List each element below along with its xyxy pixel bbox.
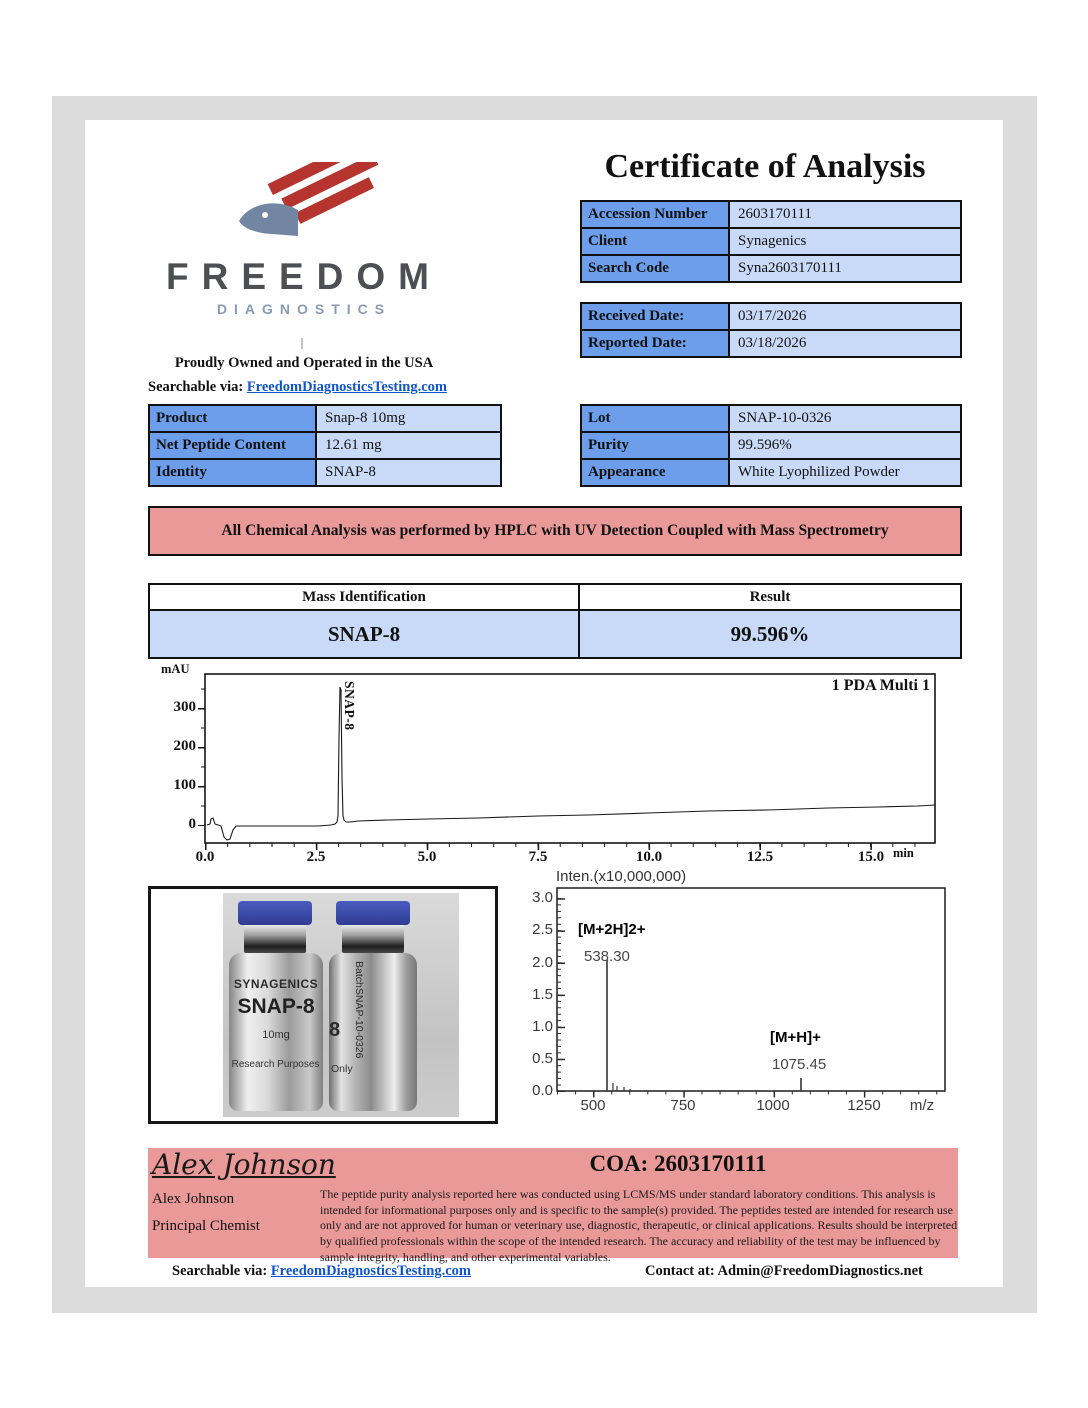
vial-seal xyxy=(244,925,306,953)
table-row xyxy=(150,406,500,431)
brand-name: FREEDOM xyxy=(166,256,442,297)
spectrum-x-axis-label: m/z xyxy=(909,1097,935,1114)
y-tick-label: 1.0 xyxy=(532,1018,553,1035)
signature-script: Alex Johnson xyxy=(152,1148,336,1181)
searchable-link-top[interactable]: FreedomDiagnosticsTesting.com xyxy=(246,379,447,395)
mass-id-value: SNAP-8 xyxy=(150,611,580,657)
searchable-line-top xyxy=(148,379,447,396)
y-tick-label: 100 xyxy=(173,777,196,793)
row-label: Product xyxy=(150,406,317,431)
x-tick-label: 10.0 xyxy=(635,849,663,865)
row-label: Reported Date: xyxy=(582,331,730,356)
x-tick-label: 1250 xyxy=(847,1097,881,1114)
x-tick-label: 2.5 xyxy=(306,849,326,865)
table-row xyxy=(150,431,500,458)
x-tick-label: 12.5 xyxy=(746,849,774,865)
row-value: Snap-8 10mg xyxy=(317,406,500,431)
signature-footer-block xyxy=(148,1148,958,1264)
x-tick-label: 5.0 xyxy=(417,849,437,865)
table-header-row xyxy=(150,585,960,611)
vial-brand-text: SYNAGENICS xyxy=(233,977,319,991)
mass-spectrum xyxy=(530,866,958,1144)
hplc-chromatogram xyxy=(148,658,958,865)
table-row xyxy=(150,458,500,485)
table-row xyxy=(582,431,960,458)
signer-role: Principal Chemist xyxy=(152,1218,260,1234)
x-tick-label: 15.0 xyxy=(857,849,885,865)
accession-table xyxy=(580,200,962,283)
table-row xyxy=(582,202,960,227)
result-value: 99.596% xyxy=(730,622,810,646)
row-label: Lot xyxy=(582,406,730,431)
searchable-label: Searchable via: xyxy=(172,1263,268,1279)
row-label: Appearance xyxy=(582,460,730,485)
method-banner: All Chemical Analysis was performed by HPLC with UV Detection Coupled with Mass Spectrometry xyxy=(148,506,962,556)
row-label: Client xyxy=(582,229,730,254)
table-row xyxy=(582,329,960,356)
vial-cap xyxy=(336,901,410,925)
peak-annotation-label: [M+H]+ xyxy=(770,1029,821,1046)
row-label: Search Code xyxy=(582,256,730,281)
vial-label-back xyxy=(329,953,417,1111)
vial-product-text: SNAP-8 xyxy=(237,995,315,1018)
vial-note-text: Research Purposes xyxy=(231,1059,320,1070)
row-label: Purity xyxy=(582,433,730,458)
coa-number-heading: COA: 2603170111 xyxy=(589,1151,767,1176)
column-header: Mass Identification xyxy=(150,585,580,609)
vial-seal xyxy=(342,925,404,953)
vial-batch-text: BatchSNAP-10-0326 xyxy=(353,961,365,1059)
y-tick-label: 0.0 xyxy=(532,1082,553,1099)
row-value: 12.61 mg xyxy=(317,433,500,458)
vial-cap xyxy=(238,901,312,925)
freedom-eagle-logo-icon xyxy=(235,162,400,254)
table-row xyxy=(582,254,960,281)
y-tick-label: 2.5 xyxy=(532,921,553,938)
chromatogram-legend: 1 PDA Multi 1 xyxy=(831,677,930,694)
table-row xyxy=(582,458,960,485)
row-value: Syna2603170111 xyxy=(730,256,960,281)
row-value: 03/17/2026 xyxy=(730,304,960,329)
peak-annotation-label: [M+2H]2+ xyxy=(578,921,646,938)
product-table xyxy=(148,404,502,487)
vial-partial-digit: 8 xyxy=(329,1019,341,1041)
row-label: Identity xyxy=(150,460,317,485)
table-row xyxy=(582,406,960,431)
vial-front xyxy=(229,893,323,1117)
peak-annotation-mz: 538.30 xyxy=(584,948,630,965)
spectrum-y-axis-label: Inten.(x10,000,000) xyxy=(556,868,687,885)
product-photo-box xyxy=(148,886,498,1124)
contact-email: Admin@FreedomDiagnostics.net xyxy=(717,1263,923,1279)
table-row xyxy=(582,304,960,329)
y-tick-label: 1.5 xyxy=(532,986,553,1003)
vial-label xyxy=(229,953,323,1111)
x-tick-label: 0.0 xyxy=(195,849,215,865)
row-value: Synagenics xyxy=(730,229,960,254)
divider-tick xyxy=(301,338,303,349)
vial-photo xyxy=(223,893,459,1117)
table-row xyxy=(150,611,960,657)
contact-label: Contact at: xyxy=(645,1263,715,1279)
peak-annotation-mz: 1075.45 xyxy=(772,1056,827,1073)
x-tick-label: 7.5 xyxy=(528,849,548,865)
usa-tagline: Proudly Owned and Operated in the USA xyxy=(174,355,434,371)
brand-subtitle: DIAGNOSTICS xyxy=(216,301,392,317)
y-tick-label: 3.0 xyxy=(532,889,553,906)
x-tick-label: 1000 xyxy=(756,1097,790,1114)
page-title: Certificate of Analysis xyxy=(604,148,926,185)
vial-dose-text: 10mg xyxy=(262,1029,290,1041)
contact-line xyxy=(645,1263,923,1280)
mass-identification-table xyxy=(148,583,962,659)
x-tick-label: 750 xyxy=(670,1097,696,1114)
peak-label: SNAP-8 xyxy=(342,681,357,731)
row-label: Accession Number xyxy=(582,202,730,227)
vial-note-text: Only xyxy=(331,1063,353,1075)
disclaimer-text: The peptide purity analysis reported here was conducted using LCMS/MS under standard laboratory conditions. This analysis is intended for informational purposes only and is specific to the sample(s) provided. The peptides tested are intended for research use only and are not approved for human or veterinary use, diagnostic, therapeutic, or clinical applications. Results should be interpreted by qualified professionals within the scope of the intended research. The accuracy and reliability of the test may be influenced by sample integrity, handling, and other experimental variables. xyxy=(320,1187,958,1264)
searchable-line-bottom xyxy=(172,1263,471,1280)
searchable-link-bottom[interactable]: FreedomDiagnosticsTesting.com xyxy=(270,1263,471,1279)
signer-name: Alex Johnson xyxy=(152,1191,235,1207)
dates-table xyxy=(580,302,962,358)
x-tick-label: 500 xyxy=(580,1097,606,1114)
row-label: Received Date: xyxy=(582,304,730,329)
row-value: 03/18/2026 xyxy=(730,331,960,356)
column-header: Result xyxy=(749,589,791,605)
row-value: White Lyophilized Powder xyxy=(730,460,960,485)
row-value: SNAP-8 xyxy=(317,460,500,485)
chromatogram-y-axis-label: mAU xyxy=(161,662,190,676)
row-value: 2603170111 xyxy=(730,202,960,227)
row-label: Net Peptide Content xyxy=(150,433,317,458)
y-tick-label: 0.5 xyxy=(532,1050,553,1067)
chromatogram-x-axis-label: min xyxy=(893,846,914,860)
table-row xyxy=(582,227,960,254)
searchable-label: Searchable via: xyxy=(148,379,244,395)
y-tick-label: 0 xyxy=(188,816,196,832)
y-tick-label: 2.0 xyxy=(532,954,553,971)
y-tick-label: 200 xyxy=(173,738,196,754)
row-value: 99.596% xyxy=(730,433,960,458)
y-tick-label: 300 xyxy=(173,699,196,715)
row-value: SNAP-10-0326 xyxy=(730,406,960,431)
lot-table xyxy=(580,404,962,487)
vial-back xyxy=(329,893,417,1117)
